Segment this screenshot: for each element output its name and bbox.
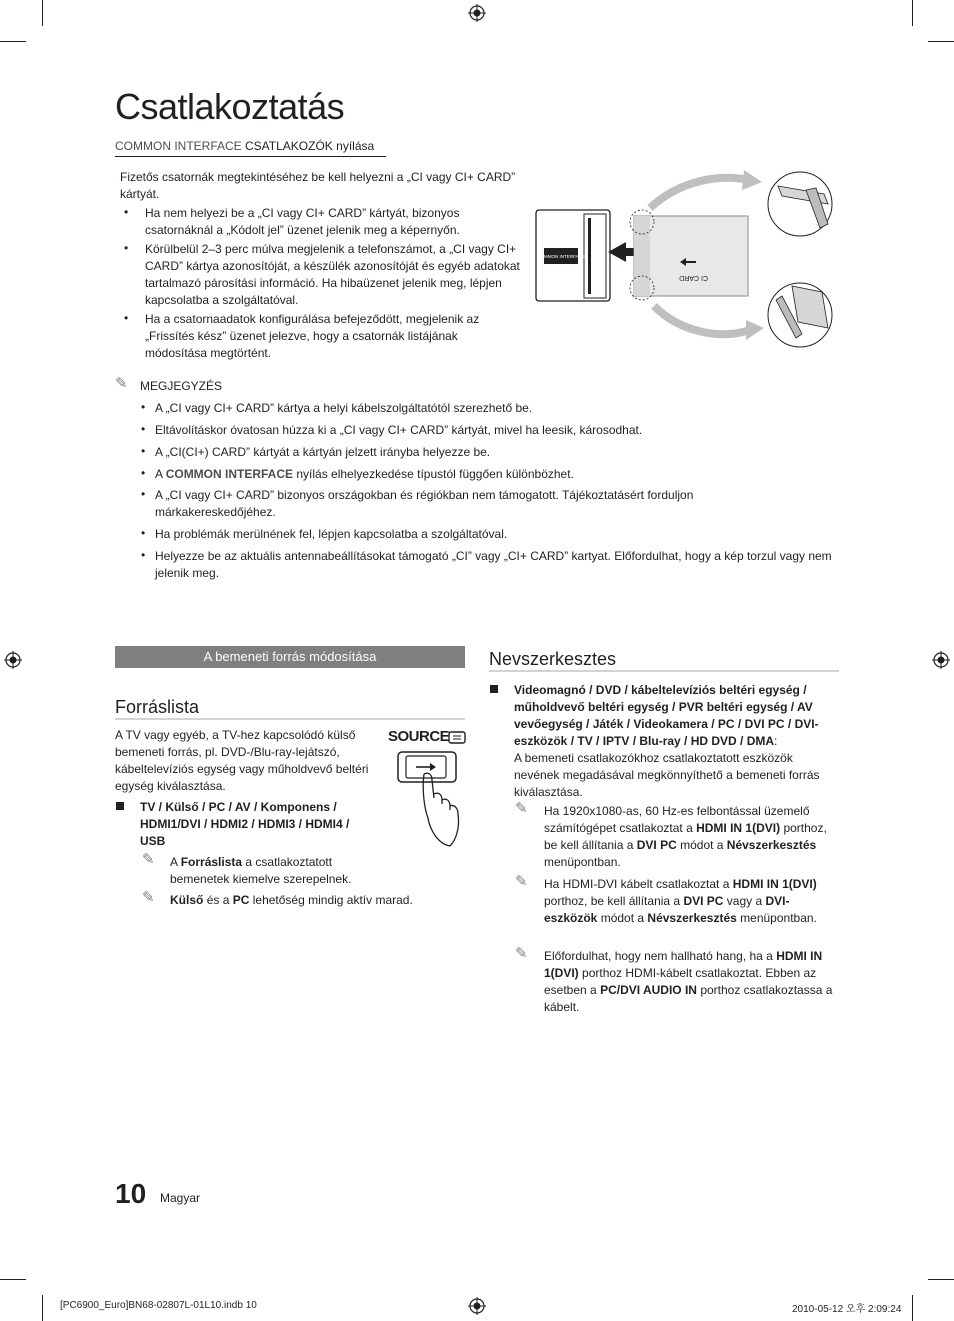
crop-mark	[42, 0, 43, 26]
note-text: Ha 1920x1080-as, 60 Hz-es felbontással üzemelő számítógépet csatlakoztat a	[544, 804, 810, 835]
source-key-icon	[448, 731, 466, 745]
note-text: módot a	[600, 911, 645, 925]
note-pencil-icon: ✎	[515, 873, 528, 890]
square-bullet-icon	[490, 685, 498, 693]
square-bullet-icon	[116, 802, 124, 810]
note-bold: Névszerkesztés	[726, 838, 817, 852]
note-text: menüpontban.	[740, 911, 817, 925]
print-footer-left: [PC6900_Euro]BN68-02807L-01L10.indb 10	[60, 1300, 257, 1311]
note-text: A	[170, 855, 178, 869]
card-label: CI CARD	[679, 274, 708, 281]
bullet-icon: •	[141, 526, 146, 540]
bullet-icon: •	[141, 487, 146, 501]
crop-mark	[912, 0, 913, 26]
nevszerkesztes-heading: Nevszerkesztes	[489, 649, 617, 669]
colon: :	[774, 734, 778, 748]
note-bold: HDMI IN 1(DVI)	[732, 877, 817, 891]
note-bold: PC/DVI AUDIO IN	[600, 983, 697, 997]
note-pencil-icon: ✎	[142, 889, 155, 906]
hand-pressing-button-icon	[394, 748, 468, 848]
registration-mark-icon	[932, 651, 950, 669]
note-bold: PC	[232, 893, 250, 907]
nevszerkesztes-note	[544, 948, 834, 1016]
note-bold: HDMI IN 1(DVI)	[696, 821, 781, 835]
source-button-illustration	[388, 728, 468, 848]
forraslista-body: A TV vagy egyéb, a TV-hez kapcsolódó külső bemeneti forrás, pl. DVD-/Blu-ray-lejátszó, kábeltelevíziós egység vagy műholdvevő beltéri egység kiválasztása.	[115, 728, 369, 793]
header-underline	[115, 156, 386, 157]
note-text: vagy a	[726, 894, 763, 908]
registration-mark-icon	[468, 4, 486, 22]
bullet-icon: •	[141, 422, 146, 436]
note-pencil-icon: ✎	[115, 375, 128, 392]
page-number: 10	[115, 1178, 147, 1209]
ci-bullet: Ha a csatornaadatok konfigurálása befejeződött, megjelenik az „Frissítés kész” üzenet jelezve, hogy a csatornák listájának módosítása megtörtént.	[145, 312, 480, 360]
note-text: porthoz, be kell állítania a	[544, 894, 681, 908]
note-bold: Névszerkesztés	[647, 911, 737, 925]
ci-section-header	[115, 139, 374, 153]
note-text: porthoz csatlakoztassa a kábelt.	[544, 983, 833, 1014]
note-item: A COMMON INTERFACE nyílás elhelyezkedése típustól függően különbözhet.	[155, 467, 574, 481]
ci-intro: Fizetős csatornák megtekintéséhez be kell helyezni a „CI vagy CI+ CARD” kártyát.	[120, 170, 516, 201]
item-description: A bemeneti csatlakozókhoz csatlakoztatott eszközök nevének megadásával megkönnyíthető a bemeneti forrás kiválasztása.	[514, 751, 820, 799]
page-language: Magyar	[160, 1191, 201, 1205]
note-text: porthoz HDMI-kábelt csatlakoztat. Ebben az esetben a	[544, 966, 817, 997]
note-item: A „CI vagy CI+ CARD” kártya a helyi kábelszolgáltatótól szerezhető be.	[155, 401, 533, 415]
ci-bullet: Ha nem helyezi be a „CI vagy CI+ CARD” kártyát, bizonyos csatornáknál a „Kódolt jel” üzenet jelenik meg a képernyőn.	[145, 206, 460, 237]
note-bold: DVI PC	[636, 838, 677, 852]
crop-mark	[928, 1279, 954, 1280]
crop-mark	[928, 41, 954, 42]
crop-mark	[912, 1295, 913, 1321]
note-bold: Külső	[170, 893, 204, 907]
heading-rule	[115, 718, 465, 720]
note-pencil-icon: ✎	[515, 800, 528, 817]
device-list: Videomagnó / DVD / kábeltelevíziós beltéri egység / műholdvevő beltéri egység / PVR beltéri egység / AV vevőegység / Játék / Videokamera / PC / DVI PC / DVI-eszközök / TV / IPTV / Blu-ray / HD DVD / DMA	[514, 683, 819, 748]
note-item: A „CI(CI+) CARD” kártyát a kártyán jelzett irányba helyezze be.	[155, 445, 491, 459]
source-label-text: SOURCE	[388, 728, 450, 745]
source-list-item: TV / Külső / PC / AV / Komponens / HDMI1/DVI / HDMI2 / HDMI3 / HDMI4 / USB	[140, 800, 350, 848]
registration-mark-icon	[4, 651, 22, 669]
bullet-icon: •	[141, 548, 146, 562]
bullet-icon: •	[124, 311, 129, 325]
forraslista-note	[170, 854, 370, 888]
heading-rule	[489, 670, 839, 672]
note-item: A „CI vagy CI+ CARD” bizonyos országokban és régiókban nem támogatott. Tájékoztatásért forduljon márkakereskedőjéhez.	[155, 488, 694, 519]
slot-label: COMMON INTERFACE	[537, 254, 585, 259]
nevszerkesztes-note	[544, 803, 842, 871]
note-text: menüpontban.	[544, 855, 621, 869]
note-text: és a	[206, 893, 230, 907]
ci-header-rest: CSATLAKOZÓK nyílása	[245, 139, 375, 153]
bullet-icon: •	[124, 241, 129, 255]
note-bold: HDMI IN 1(DVI)	[544, 949, 823, 980]
bullet-icon: •	[141, 400, 146, 414]
forraslista-heading: Forráslista	[115, 697, 200, 717]
ci-bullet: Körülbelül 2–3 perc múlva megjelenik a telefonszámot, a „CI vagy CI+ CARD” kártya azonosítóját, a készülék azonosítóját és egyéb adatokat tartalmazó párosítási információ. Ha hibaüzenet jelenik meg, lépjen kapcsolatba a szolgáltatóval.	[145, 242, 520, 307]
note-item: Eltávolításkor óvatosan húzza ki a „CI vagy CI+ CARD” kártyát, mivel ha leesik, károsodhat.	[155, 423, 643, 437]
note-bold: DVI-eszközök	[544, 894, 790, 925]
nevszerkesztes-note	[544, 876, 834, 927]
nevszerkesztes-item	[514, 682, 832, 801]
section-bar: A bemeneti forrás módosítása	[115, 646, 465, 668]
note-text: Előfordulhat, hogy nem hallható hang, ha a	[544, 949, 773, 963]
crop-mark	[0, 41, 26, 42]
bullet-icon: •	[141, 466, 146, 480]
bullet-icon: •	[124, 205, 129, 219]
registration-mark-icon	[468, 1297, 486, 1315]
bullet-icon: •	[141, 444, 146, 458]
forraslista-note	[170, 892, 460, 909]
page-title: Csatlakoztatás	[115, 86, 345, 127]
print-footer-right: 2010-05-12 오후 2:09:24	[792, 1304, 902, 1315]
note-title: MEGJEGYZÉS	[140, 379, 223, 393]
note-text: porthoz, be kell állítania a	[544, 821, 827, 852]
crop-mark	[0, 1279, 26, 1280]
note-bold: Forráslista	[180, 855, 243, 869]
note-text: a csatlakoztatott bemenetek kiemelve szerepelnek.	[170, 855, 352, 886]
note-pencil-icon: ✎	[515, 945, 528, 962]
note-text: módot a	[680, 838, 724, 852]
note-item: Ha problémák merülnének fel, lépjen kapcsolatba a szolgáltatóval.	[155, 527, 508, 541]
note-text: Ha HDMI-DVI kábelt csatlakoztat a	[544, 877, 730, 891]
source-label	[388, 728, 449, 745]
note-pencil-icon: ✎	[142, 851, 155, 868]
note-bold: COMMON INTERFACE	[165, 467, 294, 481]
crop-mark	[42, 1295, 43, 1321]
note-bold: DVI PC	[683, 894, 724, 908]
note-item: Helyezze be az aktuális antennabeállításokat támogató „CI” vagy „CI+ CARD” kartyat. Előfordulhat, hogy a kép torzul vagy nem jelenik meg.	[155, 549, 832, 580]
ci-header-prefix: COMMON INTERFACE	[115, 139, 242, 153]
ci-card-illustration	[530, 168, 840, 353]
note-text: lehetőség mindig aktív marad.	[252, 893, 413, 907]
